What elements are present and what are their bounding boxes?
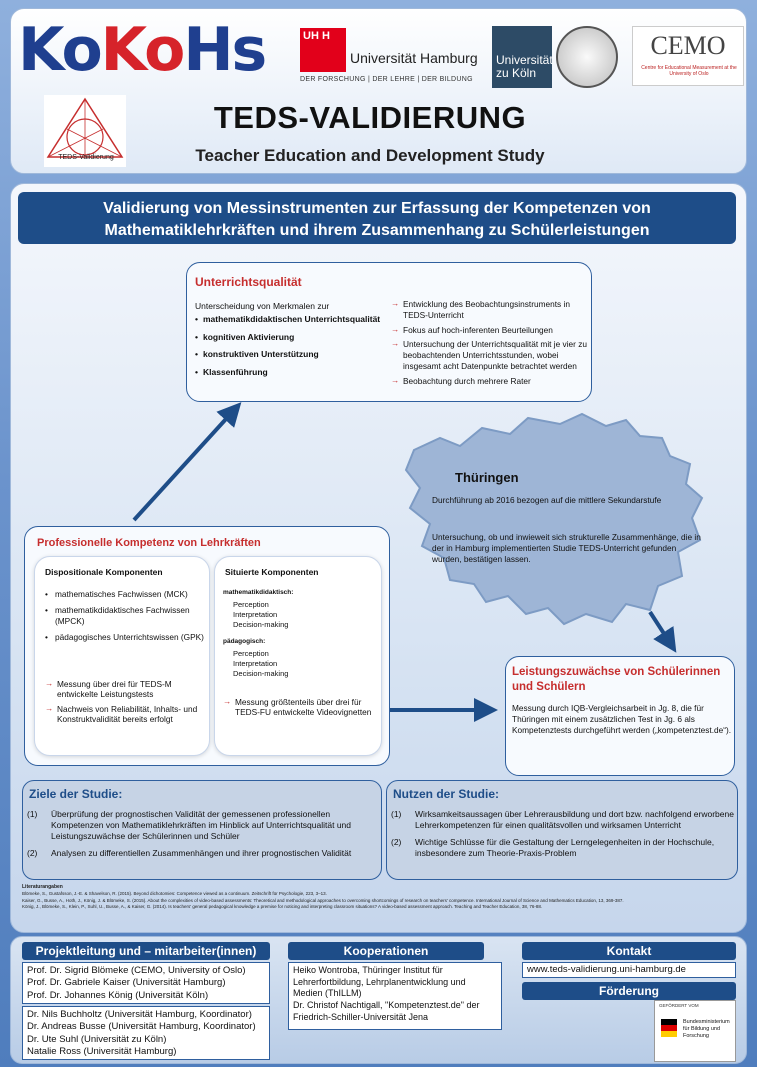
arrow-to-unterrichtsqualitaet (134, 408, 236, 520)
dispositionale-item: • mathematikdidaktisches Fachwissen (MPCK) (45, 605, 205, 626)
unterrichtsqualitaet-box (186, 262, 592, 402)
uq-point: → Beobachtung durch mehrere Rater (391, 376, 587, 387)
situierte-note: → Messung größtenteils über drei für TEDS-FU entwickelte Videovignetten (223, 697, 381, 718)
situierte-content (223, 589, 379, 679)
mitarbeiter-name: Dr. Andreas Busse (Universität Hamburg, Koordinator) (27, 1021, 256, 1033)
ziele-item-num: (1) (27, 809, 38, 819)
teds-logo-label: TEDS-Validierung (58, 154, 114, 161)
leitung-name: Prof. Dr. Johannes König (Universität Köln) (27, 989, 209, 1001)
thueringen-text2: Untersuchung, ob und inwieweit sich strukturelle Zusammenhänge, die in der in Hamburg implementierten Studie TEDS-Unterricht gefunden wurden, bestätigen lassen. (432, 532, 701, 564)
situierte-komponenten-box (214, 556, 382, 756)
reference-line: Kaiser, G., Busse, A., Hoth, J., König, J. & Blömeke, S. (2015). About the complexities of video-based assessments: Theoretical and methodological approaches to overcoming shortcomings of research on teachers' competence. International Journal of Science and Mathematics Education, 13, 369-387. (22, 897, 624, 903)
uhh-name: Universität Hamburg (350, 50, 478, 66)
situierte-title: Situierte Komponenten (225, 567, 319, 577)
merkmal-item: • kognitiven Aktivierung (195, 332, 395, 343)
pid-item: Perception (233, 648, 269, 658)
references-title: Literaturangaben (22, 884, 63, 890)
mitarbeiter-name: Natalie Ross (Universität Hamburg) (27, 1046, 177, 1058)
nutzen-box (386, 780, 738, 880)
merkmal-item: • konstruktiven Unterstützung (195, 349, 395, 360)
dispositionale-note: → Messung über drei für TEDS-M entwickelte Leistungstests (45, 679, 207, 700)
ziele-item (27, 809, 381, 842)
dispositionale-title: Dispositionale Komponenten (45, 567, 163, 577)
pid-item: Decision-making (233, 669, 289, 679)
unterrichtsqualitaet-title: Unterrichtsqualität (195, 275, 302, 289)
situierte-group1-head: mathematikdidaktisch: (223, 589, 294, 596)
dispositionale-item: • mathematisches Fachwissen (MCK) (45, 589, 205, 599)
nutzen-item (391, 837, 737, 859)
nutzen-items (391, 809, 737, 865)
uhh-sub: DER FORSCHUNG | DER LEHRE | DER BILDUNG (300, 76, 473, 83)
mitarbeiter-name: Dr. Nils Buchholtz (Universität Hamburg, Koordinator) (27, 1009, 252, 1020)
uhh-mark: UH H (300, 28, 346, 72)
foerderung-heading: Förderung (522, 982, 736, 1000)
dispositionale-item: • pädagogisches Unterrichtswissen (GPK) (45, 632, 205, 642)
kontakt-heading: Kontakt (522, 942, 736, 960)
leistungszuwaechse-box (505, 656, 735, 776)
ziele-item (27, 848, 381, 859)
poster-title: TEDS-VALIDIERUNG (213, 100, 527, 135)
merkmal-item: • Klassenführung (195, 367, 395, 378)
dispositionale-notes (45, 679, 207, 728)
koeln-logo: Universität zu Köln (492, 26, 552, 88)
thueringen-title: Thüringen (455, 470, 519, 485)
pid-item: Perception (233, 599, 269, 609)
situierte-notes (223, 697, 381, 722)
unterrichtsqualitaet-points (391, 299, 587, 390)
nutzen-title: Nutzen der Studie: (393, 787, 500, 801)
bmbf-logo (654, 1000, 736, 1062)
ziele-box (22, 780, 382, 880)
kontakt-url[interactable]: www.teds-validierung.uni-hamburg.de (522, 962, 736, 978)
merkmal-item: • mathematikdidaktischen Unterrichtsqualität (195, 314, 395, 325)
cemo-sub: Centre for Educational Measurement at the University of Oslo (641, 65, 737, 77)
thueringen-map (400, 408, 710, 630)
leitung-name: Prof. Dr. Gabriele Kaiser (Universität Hamburg) (27, 977, 226, 989)
pid-item: Interpretation (233, 609, 278, 619)
german-flag-icon (661, 1019, 677, 1037)
nutzen-item-text: Wichtige Schlüsse für die Gestaltung der Lerngelegenheiten in der Hochschule, insbesondere zum Theorie-Praxis-Problem (415, 837, 715, 859)
pid-item: Interpretation (233, 659, 278, 669)
nutzen-item-num: (2) (391, 837, 402, 848)
leitung-name: Prof. Dr. Sigrid Blömeke (CEMO, University of Oslo) (27, 965, 246, 976)
ziele-item-num: (2) (27, 848, 38, 859)
ziele-item-text: Analysen zu differentiellen Zusammenhängen und ihrer prognostischen Validität (51, 848, 352, 859)
leistungszuwaechse-title: Leistungszuwächse von Schülerinnen und Schülern (512, 666, 721, 693)
kooperation-item: Dr. Christof Nachtigall, "Kompetenztest.de" der Friedrich-Schiller-Universität Jena (293, 1000, 480, 1022)
nutzen-item-text: Wirksamkeitsaussagen über Lehrerausbildung und dort bzw. nachfolgend erworbene Lehrerkompetenzen für einen qualitätsvollen und wirksamen Unterricht (415, 809, 734, 831)
kooperationen-heading: Kooperationen (288, 942, 484, 960)
pid-item: Decision-making (233, 620, 289, 630)
nutzen-item (391, 809, 737, 831)
reference-line: Blömeke, S., Gustafsson, J.-E. & Shavelson, R. (2015). Beyond dichotomies: Competence viewed as a continuum. Zeitschrift für Psychologie, 223, 3–13. (22, 891, 327, 897)
uq-point: → Entwicklung des Beobachtungsinstruments in TEDS-Unterricht (391, 299, 587, 321)
situierte-group2-head: pädagogisch: (223, 638, 266, 646)
references (22, 884, 736, 911)
leitung-panel (22, 962, 270, 1004)
kokohs-logo: KoKoHs (18, 15, 266, 85)
banner-line-2: Mathematiklehrkräften und ihrem Zusammenhang zu Schülerleistungen (104, 221, 650, 239)
professionelle-kompetenz-title: Professionelle Kompetenz von Lehrkräften (37, 537, 261, 549)
dispositionale-note: → Nachweis von Reliabilität, Inhalts- und Konstruktvalidität bereits erfolgt (45, 704, 207, 725)
leistungszuwaechse-text: Messung durch IQB-Vergleichsarbeit in Jg. 8, die für Thüringen mit einem zusätzlichen Test in Jg. 6 als Kompetenztests durchgeführt werden („kompetenztest.de“). (512, 703, 732, 735)
ziele-title: Ziele der Studie: (29, 787, 123, 801)
dispositionale-list (45, 589, 205, 648)
cemo-name: CEMO (650, 31, 726, 60)
nutzen-item-num: (1) (391, 809, 402, 819)
banner-line-1: Validierung von Messinstrumenten zur Erfassung der Kompetenzen von (103, 200, 651, 217)
bmbf-name: Bundesministerium für Bildung und Forschung (683, 1019, 730, 1039)
dispositionale-komponenten-box (34, 556, 210, 756)
kooperationen-panel (288, 962, 502, 1030)
projekt-heading: Projektleitung und – mitarbeiter(innen) (22, 942, 270, 960)
uq-point: → Fokus auf hoch-inferenten Beurteilungen (391, 325, 587, 336)
poster-subtitle: Teacher Education and Development Study (195, 146, 545, 165)
reference-line: König, J., Blömeke, S., Klein, P., Suhl, U., Busse, A., & Kaiser, G. (2014). Is teachers' general pedagogical knowledge a premise for noticing and interpreting classroom situations? A video-based assessment approach. Teaching and Teacher Education, 38, 76-88. (22, 904, 543, 910)
bmbf-label: GEFÖRDERT VOM (659, 1003, 699, 1008)
thueringen-text1: Durchführung ab 2016 bezogen auf die mittlere Sekundarstufe (432, 495, 662, 505)
ziele-item-text: Überprüfung der prognostischen Validität der gemessenen professionellen Kompetenzen von Mathematiklehrkräften im Hinblick auf Unterrichtsqualität und Leistungszuwächse der Schülerinnen und Schüler (51, 809, 352, 842)
mitarbeiter-name: Dr. Ute Suhl (Universität zu Köln) (27, 1033, 167, 1045)
ziele-items (27, 809, 381, 865)
uq-point: → Untersuchung der Unterrichtsqualität mit je vier zu beobachtenden Unterrichtsstunden, wobei insgesamt acht Datenpunkte betrachtet werden (391, 339, 587, 371)
unterrichtsqualitaet-merkmale (195, 301, 395, 384)
kooperation-item: Heiko Wontroba, Thüringer Institut für Lehrerfortbildung, Lehrplanentwicklung und Medien (ThILLM) (293, 965, 466, 999)
mitarbeiter-panel (22, 1006, 270, 1060)
merkmale-intro: Unterscheidung von Merkmalen zur (195, 301, 330, 311)
